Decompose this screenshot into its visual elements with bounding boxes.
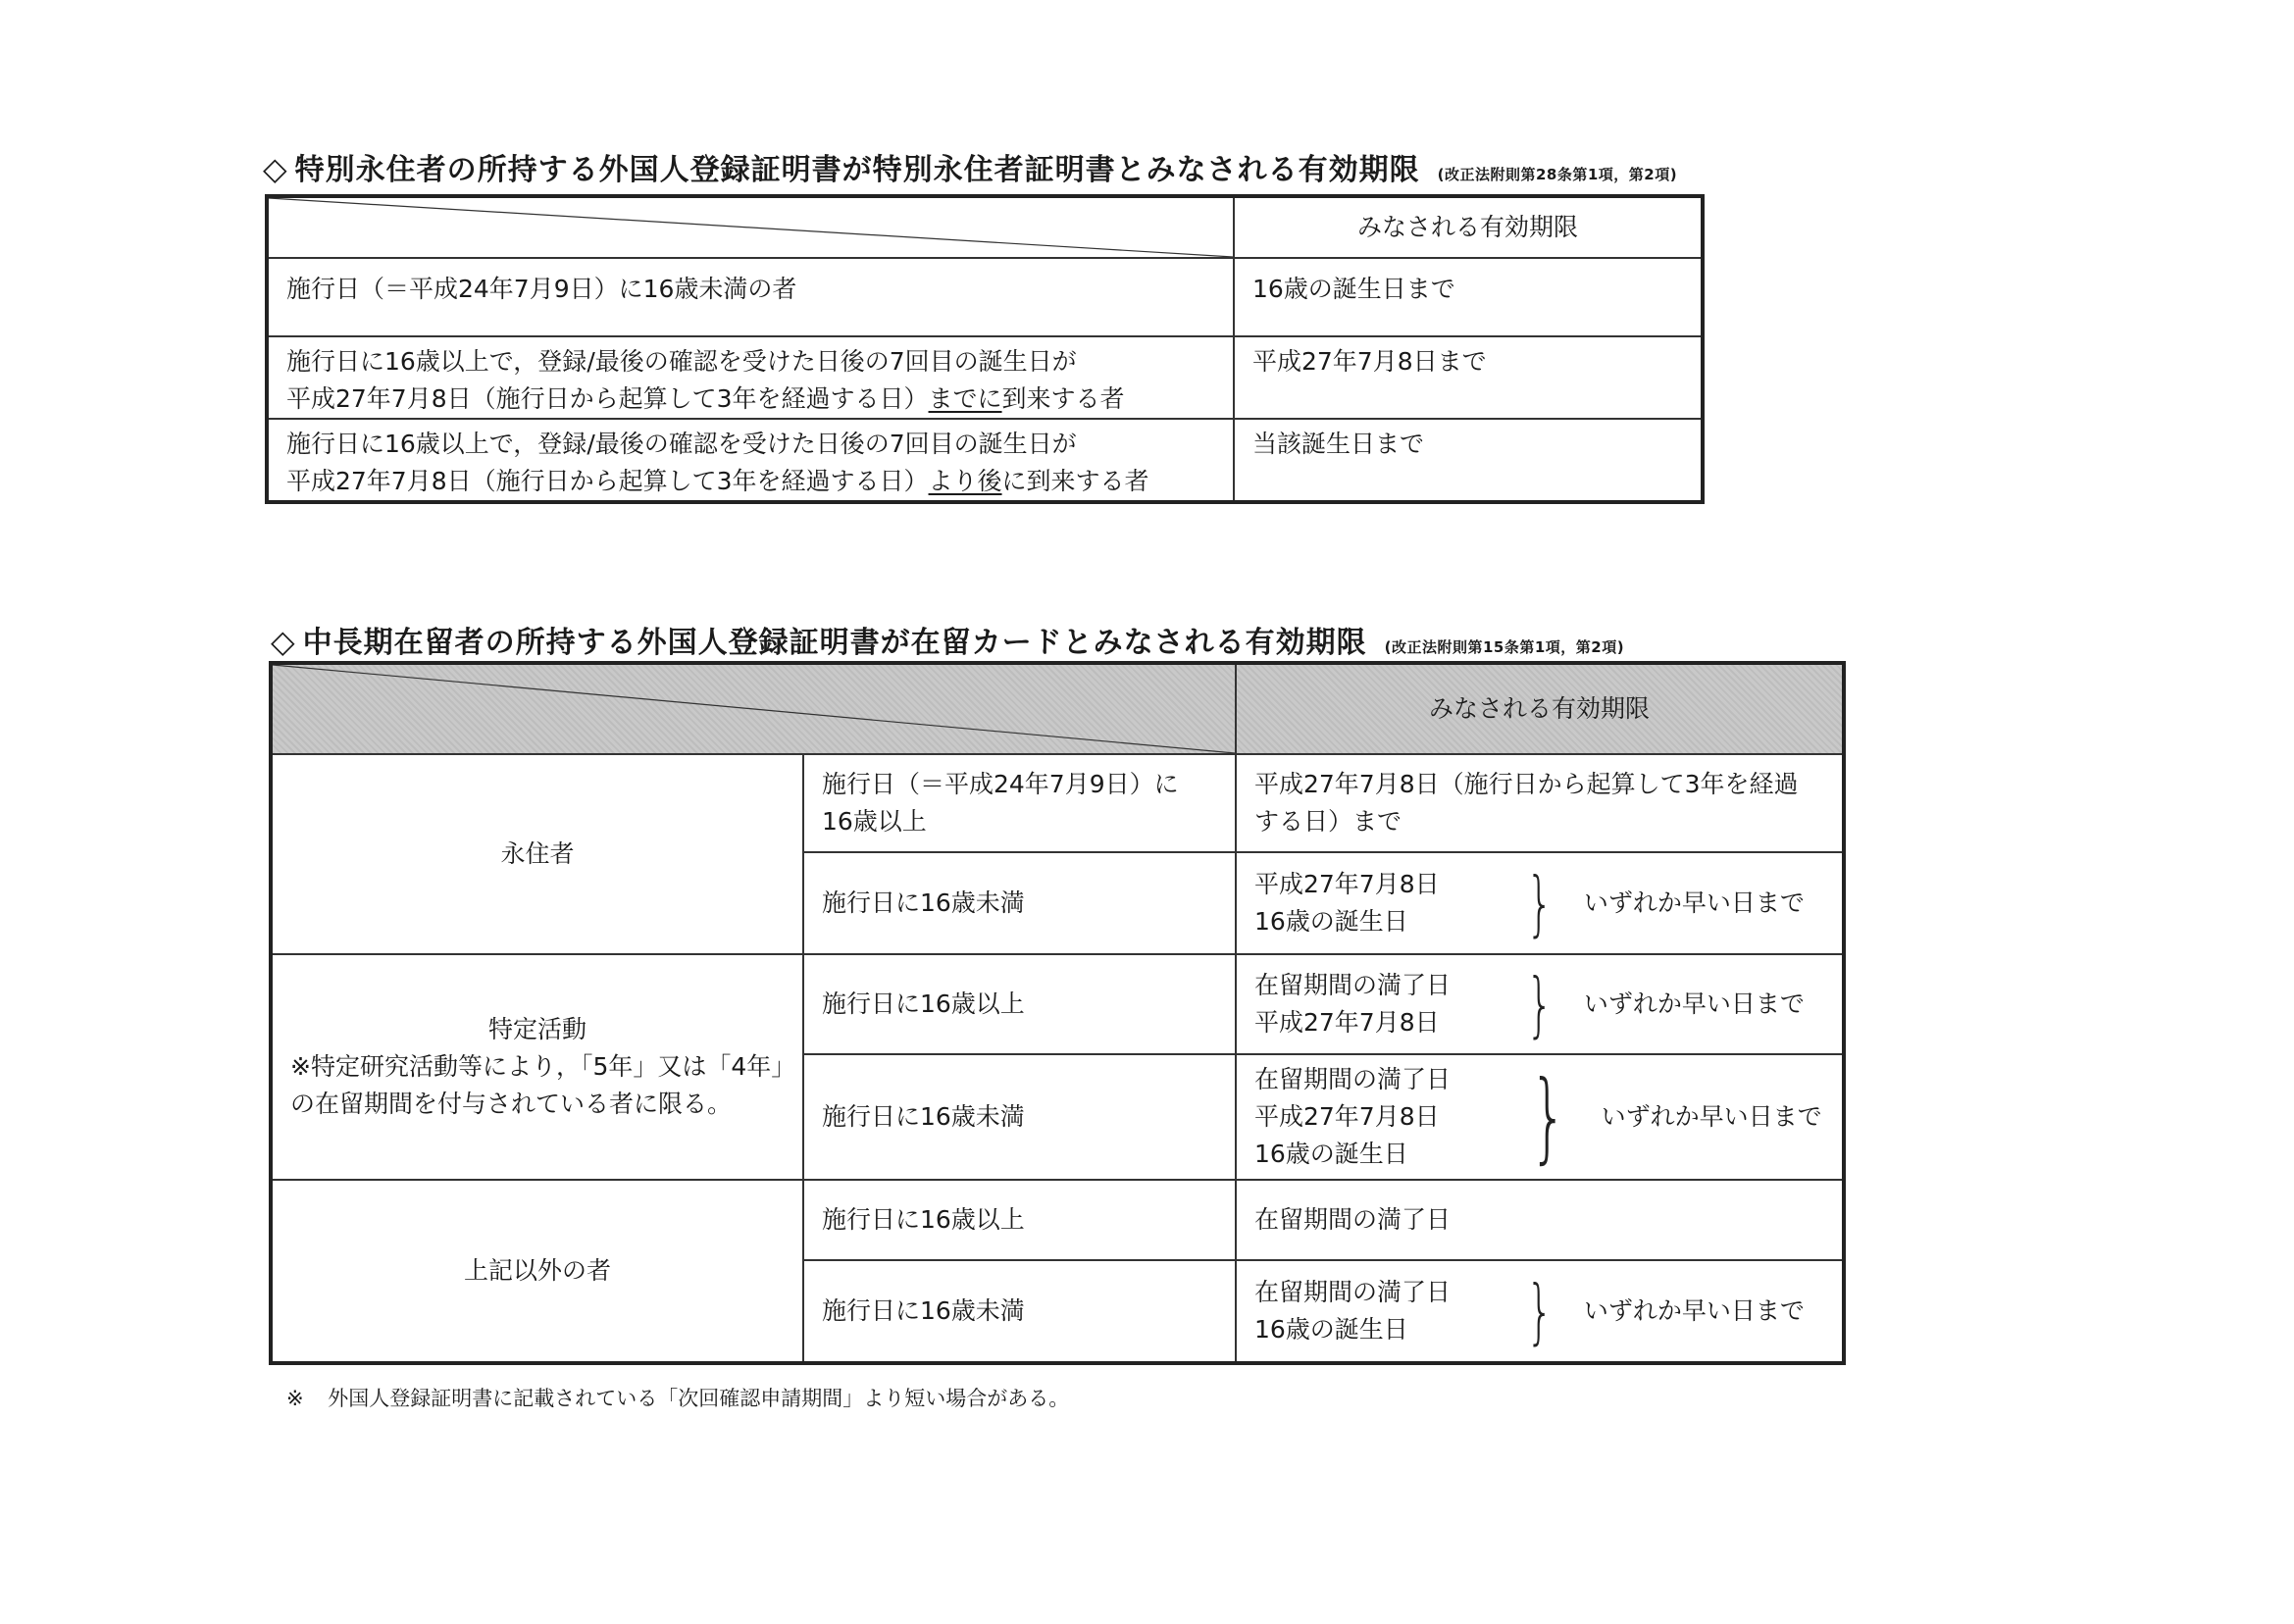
brace-note: いずれか早い日まで bbox=[1583, 1296, 1805, 1325]
right-brace-icon: } bbox=[1526, 862, 1554, 944]
diamond-bullet-icon: ◇ bbox=[271, 623, 295, 660]
diagonal-line bbox=[273, 665, 1235, 753]
condition-text: 到来する者 bbox=[1001, 384, 1125, 413]
table1-condition-cell bbox=[267, 258, 1234, 336]
table1-header-validity: みなされる有効期限 bbox=[1234, 196, 1703, 258]
diagonal-line bbox=[269, 198, 1233, 257]
table2-legal-reference: (改正法附則第15条第1項，第2項) bbox=[1384, 638, 1625, 656]
validity-item: 平成27年7月8日 bbox=[1254, 870, 1440, 898]
diamond-bullet-icon: ◇ bbox=[263, 150, 287, 187]
validity-line-1: 平成27年7月8日（施行日から起算して3年を経過 bbox=[1254, 770, 1799, 798]
table1-special-permanent-resident bbox=[265, 194, 1705, 504]
condition-cell: 施行日に16歳未満 bbox=[803, 1260, 1236, 1363]
condition-cell bbox=[803, 754, 1236, 852]
table1-header-row bbox=[267, 196, 1703, 258]
validity-items bbox=[1254, 1061, 1509, 1173]
table1-heading bbox=[263, 145, 1677, 188]
validity-cell bbox=[1236, 1260, 1844, 1363]
validity-cell bbox=[1236, 1054, 1844, 1180]
brace-note: いずれか早い日まで bbox=[1601, 1102, 1822, 1131]
condition-cell: 施行日に16歳以上 bbox=[803, 954, 1236, 1054]
condition-cell: 施行日に16歳以上 bbox=[803, 1180, 1236, 1260]
group-sublabel-line-1: ※特定研究活動等により，「5年」又は「4年」 bbox=[290, 1052, 796, 1081]
brace-note: いずれか早い日まで bbox=[1583, 990, 1805, 1018]
validity-item: 16歳の誕生日 bbox=[1254, 1140, 1408, 1168]
table-row bbox=[267, 419, 1703, 502]
table-row bbox=[271, 1180, 1844, 1260]
condition-cell: 施行日に16歳未満 bbox=[803, 852, 1236, 954]
table1-validity-cell: 16歳の誕生日まで bbox=[1234, 258, 1703, 336]
validity-cell bbox=[1236, 754, 1844, 852]
condition-line-2: 16歳以上 bbox=[822, 807, 927, 836]
right-brace-icon: } bbox=[1526, 963, 1554, 1045]
table-row bbox=[271, 754, 1844, 852]
brace-note: いずれか早い日まで bbox=[1583, 888, 1805, 917]
table2-header-validity: みなされる有効期限 bbox=[1236, 663, 1844, 754]
table1-condition-cell bbox=[267, 419, 1234, 502]
group-label: 上記以外の者 bbox=[463, 1256, 611, 1285]
table2-header-row bbox=[271, 663, 1844, 754]
table1-diagonal-header-cell bbox=[267, 196, 1234, 258]
footnote-mark: ※ bbox=[286, 1387, 304, 1410]
footnote bbox=[286, 1383, 1069, 1412]
group-label-permanent-resident bbox=[271, 754, 803, 954]
validity-item: 在留期間の満了日 bbox=[1254, 1065, 1452, 1093]
validity-items bbox=[1254, 866, 1509, 940]
condition-line-2 bbox=[286, 463, 1215, 500]
right-brace-icon: } bbox=[1526, 1270, 1554, 1352]
condition-cell: 施行日に16歳未満 bbox=[803, 1054, 1236, 1180]
table1-validity-cell: 平成27年7月8日まで bbox=[1234, 336, 1703, 419]
group-label: 特定活動 bbox=[487, 1015, 586, 1043]
condition-line-1: 施行日（＝平成24年7月9日）に bbox=[822, 770, 1179, 798]
table1-validity-cell: 当該誕生日まで bbox=[1234, 419, 1703, 502]
validity-item: 平成27年7月8日 bbox=[1254, 1102, 1440, 1131]
group-sublabel-line-2: の在留期間を付与されている者に限る。 bbox=[290, 1090, 733, 1118]
validity-item: 在留期間の満了日 bbox=[1254, 971, 1452, 999]
validity-cell: 在留期間の満了日 bbox=[1236, 1180, 1844, 1260]
table1-legal-reference: (改正法附則第28条第1項，第2項) bbox=[1437, 166, 1678, 183]
table1-condition-cell bbox=[267, 336, 1234, 419]
table2-title: 中長期在留者の所持する外国人登録証明書が在留カードとみなされる有効期限 bbox=[302, 626, 1367, 660]
validity-item: 在留期間の満了日 bbox=[1254, 1278, 1452, 1306]
condition-line-2 bbox=[286, 381, 1215, 418]
validity-items bbox=[1254, 967, 1509, 1041]
table2-diagonal-header-cell bbox=[271, 663, 1236, 754]
table2-mid-long-term-resident bbox=[269, 661, 1846, 1365]
validity-cell bbox=[1236, 954, 1844, 1054]
underlined-keyword: より後 bbox=[928, 467, 1002, 495]
group-label-others bbox=[271, 1180, 803, 1363]
validity-item: 平成27年7月8日 bbox=[1254, 1008, 1440, 1037]
table-row bbox=[271, 954, 1844, 1054]
condition-line-1: 施行日に16歳以上で，登録/最後の確認を受けた日後の7回目の誕生日が bbox=[286, 430, 1077, 458]
underlined-keyword: までに bbox=[928, 384, 1002, 413]
validity-item: 16歳の誕生日 bbox=[1254, 907, 1408, 936]
validity-items bbox=[1254, 1274, 1509, 1348]
validity-item: 16歳の誕生日 bbox=[1254, 1315, 1408, 1344]
brace-group bbox=[1254, 1270, 1824, 1352]
table-row bbox=[267, 336, 1703, 419]
brace-group bbox=[1254, 963, 1824, 1045]
condition-line-1: 施行日に16歳以上で，登録/最後の確認を受けた日後の7回目の誕生日が bbox=[286, 347, 1077, 376]
brace-group bbox=[1254, 862, 1824, 944]
condition-text: 施行日（＝平成24年7月9日）に16歳未満の者 bbox=[286, 275, 797, 303]
validity-cell bbox=[1236, 852, 1844, 954]
table-row bbox=[267, 258, 1703, 336]
footnote-text: 外国人登録証明書に記載されている「次回確認申請期間」より短い場合がある。 bbox=[328, 1387, 1070, 1410]
condition-text: 平成27年7月8日（施行日から起算して3年を経過する日） bbox=[286, 384, 929, 413]
table1-title: 特別永住者の所持する外国人登録証明書が特別永住者証明書とみなされる有効期限 bbox=[294, 153, 1420, 187]
condition-text: 平成27年7月8日（施行日から起算して3年を経過する日） bbox=[286, 467, 929, 495]
table2-heading bbox=[271, 618, 1624, 661]
right-brace-icon: } bbox=[1529, 1059, 1567, 1174]
validity-line-2: する日）まで bbox=[1254, 807, 1402, 836]
condition-text: に到来する者 bbox=[1001, 467, 1149, 495]
group-label-designated-activities bbox=[271, 954, 803, 1180]
brace-group bbox=[1254, 1061, 1824, 1173]
group-label: 永住者 bbox=[500, 839, 575, 868]
